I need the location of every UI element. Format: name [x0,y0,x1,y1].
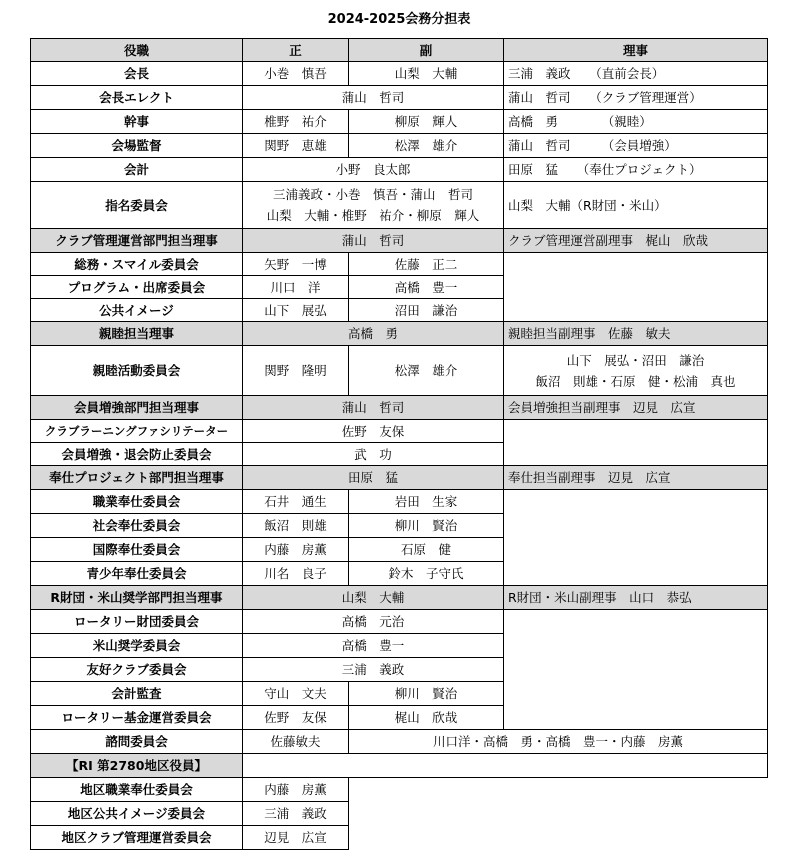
sei-cell: 佐野 友保 [243,706,349,730]
section-row [31,322,768,346]
fuku-cell: 高橋 豊一 [349,276,504,299]
main-cell: 蒲山 哲司 [243,396,504,420]
riji-cell: クラブ管理運営副理事 梶山 欣哉 [504,229,768,253]
header-sei: 正 [243,39,349,62]
riji-cell: 会員増強担当副理事 辺見 広宣 [504,396,768,420]
role-cell: 青少年奉仕委員会 [31,562,243,586]
role-cell: 地区クラブ管理運営委員会 [31,826,243,850]
sei-cell: 石井 通生 [243,490,349,514]
empty-riji-cell [504,610,768,730]
sei-cell: 川口 洋 [243,276,349,299]
role-cell: 会計 [31,158,243,182]
members-line: 三浦義政・小巻 慎吾・蒲山 哲司 [272,187,473,202]
riji-cell: R財団・米山副理事 山口 恭弘 [504,586,768,610]
riji-cell: 高橋 勇 （親睦） [504,110,768,134]
header-fuku: 副 [349,39,504,62]
role-cell: 幹事 [31,110,243,134]
main-cell: 武 功 [243,443,504,466]
sei-cell: 矢野 一博 [243,253,349,276]
empty-cell [243,754,768,778]
sei-cell: 飯沼 則雄 [243,514,349,538]
role-cell: 地区職業奉仕委員会 [31,778,243,802]
main-cell: 田原 猛 [243,466,504,490]
role-cell: 親睦担当理事 [31,322,243,346]
sei-cell: 山下 展弘 [243,299,349,322]
riji-cell: 山梨 大輔（R財団・米山） [504,182,768,229]
empty-cell [349,778,768,850]
role-cell: クラブ管理運営部門担当理事 [31,229,243,253]
table-row [31,134,768,158]
main-cell: 三浦 義政 [243,658,504,682]
role-cell: 会場監督 [31,134,243,158]
riji-cell: 親睦担当副理事 佐藤 敏夫 [504,322,768,346]
sei-cell: 川名 良子 [243,562,349,586]
role-cell: プログラム・出席委員会 [31,276,243,299]
empty-riji-cell [504,490,768,586]
table-row [31,62,768,86]
members-line: 山梨 大輔・椎野 祐介・柳原 輝人 [266,208,480,223]
riji-cell: 田原 猛 （奉仕プロジェクト） [504,158,768,182]
table-row [31,110,768,134]
main-cell: 蒲山 哲司 [243,86,504,110]
role-cell: 会員増強部門担当理事 [31,396,243,420]
fuku-cell: 山梨 大輔 [349,62,504,86]
role-cell: 会員増強・退会防止委員会 [31,443,243,466]
header-row [31,39,768,62]
riji-members-cell [504,346,768,396]
role-cell: 【RI 第2780地区役員】 [31,754,243,778]
role-cell: 会計監査 [31,682,243,706]
fuku-cell: 柳川 賢治 [349,682,504,706]
riji-cell: 奉仕担当副理事 辺見 広宣 [504,466,768,490]
role-cell: 職業奉仕委員会 [31,490,243,514]
role-cell: 公共イメージ [31,299,243,322]
role-cell: 指名委員会 [31,182,243,229]
fuku-cell: 柳川 賢治 [349,514,504,538]
main-cell: 高橋 豊一 [243,634,504,658]
sei-cell: 内藤 房薫 [243,778,349,802]
role-cell: 会長エレクト [31,86,243,110]
fuku-cell: 岩田 生家 [349,490,504,514]
header-riji: 理事 [504,39,768,62]
fuku-cell: 石原 健 [349,538,504,562]
sei-cell: 内藤 房薫 [243,538,349,562]
table-row [31,610,768,634]
role-cell: R財団・米山奨学部門担当理事 [31,586,243,610]
role-cell: 米山奨学委員会 [31,634,243,658]
sei-cell: 関野 恵雄 [243,134,349,158]
table-row [31,490,768,514]
role-cell: 友好クラブ委員会 [31,658,243,682]
fuku-cell: 沼田 謙治 [349,299,504,322]
role-cell: 会長 [31,62,243,86]
table-row [31,778,768,802]
role-cell: 国際奉仕委員会 [31,538,243,562]
section-row [31,586,768,610]
role-cell: 社会奉仕委員会 [31,514,243,538]
fuku-cell: 佐藤 正二 [349,253,504,276]
fuku-cell: 梶山 欣哉 [349,706,504,730]
table-row [31,346,768,396]
section-row [31,396,768,420]
section-row [31,466,768,490]
members-line: 山下 展弘・沼田 謙治 [566,352,705,368]
members-line: 飯沼 則雄・石原 健・松浦 真也 [535,373,736,389]
table-row [31,86,768,110]
members-cell [243,182,504,229]
sei-cell: 関野 隆明 [243,346,349,396]
role-cell: クラブラーニングファシリテーター [31,420,243,443]
fuku-cell: 松澤 雄介 [349,346,504,396]
page-title: 2024-2025会務分担表 [327,12,471,27]
role-cell: 奉仕プロジェクト部門担当理事 [31,466,243,490]
header-role: 役職 [31,39,243,62]
main-cell: 小野 良太郎 [243,158,504,182]
role-cell: 総務・スマイル委員会 [31,253,243,276]
table-row [31,253,768,276]
main-cell: 佐野 友保 [243,420,504,443]
table-row [31,730,768,754]
district-header-row [31,754,768,778]
role-cell: ロータリー基金運営委員会 [31,706,243,730]
role-cell: 地区公共イメージ委員会 [31,802,243,826]
sei-cell: 椎野 祐介 [243,110,349,134]
role-cell: 親睦活動委員会 [31,346,243,396]
riji-cell: 蒲山 哲司 （会員増強） [504,134,768,158]
table-row [31,420,768,443]
main-cell: 山梨 大輔 [243,586,504,610]
advisors-cell: 川口洋・高橋 勇・高橋 豊一・内藤 房薫 [349,730,768,754]
fuku-cell: 鈴木 子守氏 [349,562,504,586]
table-row [31,158,768,182]
sei-cell: 三浦 義政 [243,802,349,826]
fuku-cell: 松澤 雄介 [349,134,504,158]
sei-cell: 守山 文夫 [243,682,349,706]
empty-riji-cell [504,420,768,466]
empty-riji-cell [504,253,768,322]
table-row [31,182,768,229]
fuku-cell: 柳原 輝人 [349,110,504,134]
section-row [31,229,768,253]
riji-cell: 三浦 義政 （直前会長） [504,62,768,86]
main-cell: 高橋 元治 [243,610,504,634]
role-cell: ロータリー財団委員会 [31,610,243,634]
role-cell: 諮問委員会 [31,730,243,754]
sei-cell: 辺見 広宣 [243,826,349,850]
main-cell: 蒲山 哲司 [243,229,504,253]
main-cell: 高橋 勇 [243,322,504,346]
sei-cell: 小巻 慎吾 [243,62,349,86]
duty-table [30,38,768,850]
riji-cell: 蒲山 哲司 （クラブ管理運営） [504,86,768,110]
sei-cell: 佐藤敏夫 [243,730,349,754]
